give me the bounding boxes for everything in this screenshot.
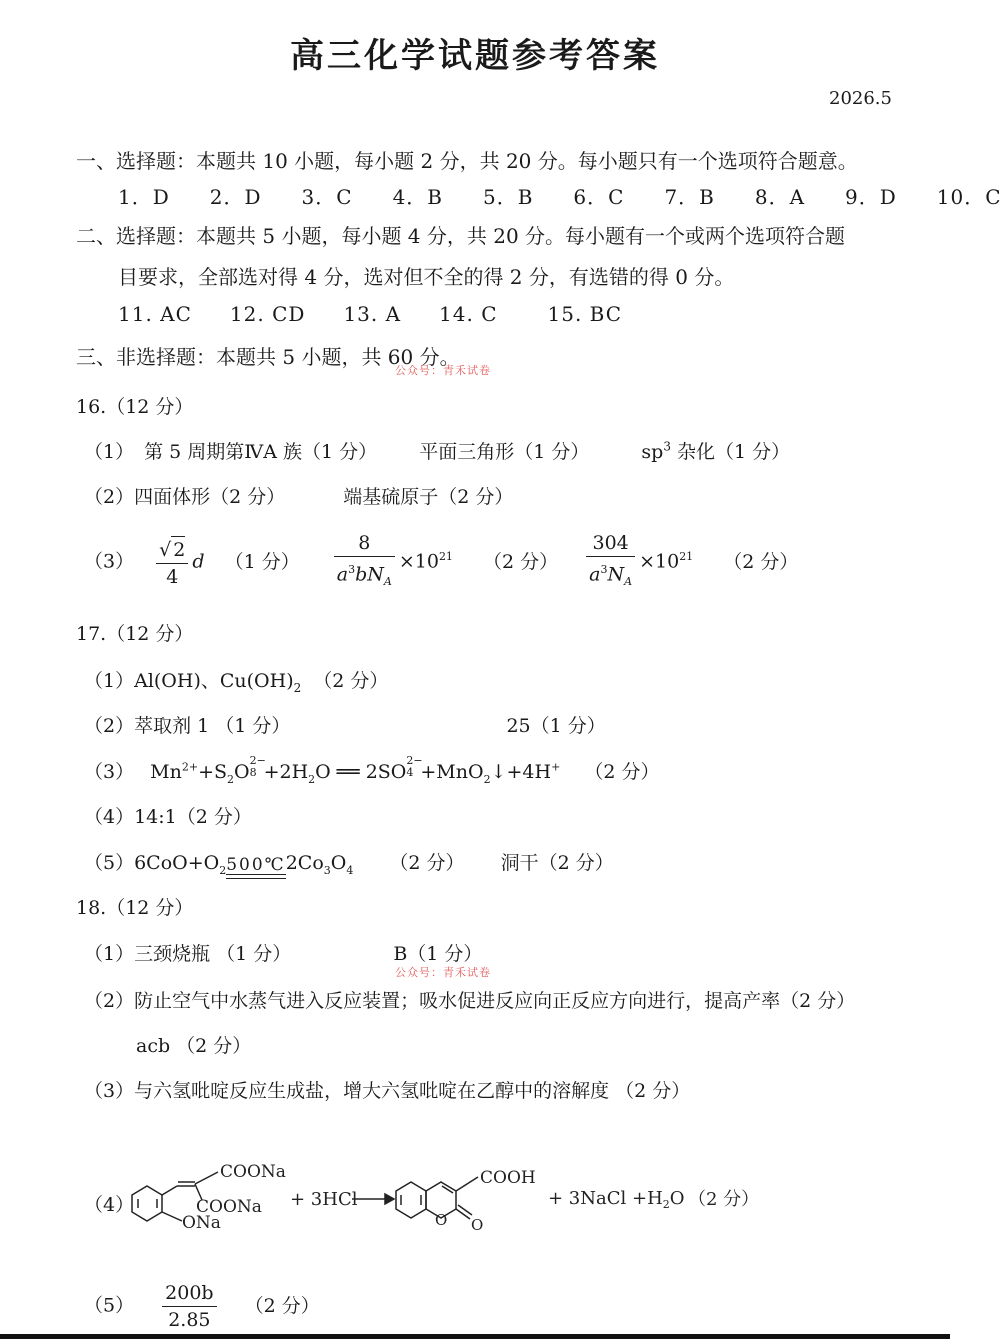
score: （2 分） bbox=[389, 852, 465, 874]
q16-1-a: 第 5 周期第ⅣA 族（1 分） bbox=[144, 441, 378, 463]
eq-b: +S bbox=[198, 761, 227, 783]
eq-e-sub: 4 bbox=[406, 766, 414, 779]
q17-1-a: Al(OH)、Cu(OH) bbox=[134, 670, 294, 692]
eq-a: Mn bbox=[150, 761, 182, 783]
den-sub: A bbox=[624, 575, 633, 589]
products-sub: 2 bbox=[662, 1198, 670, 1211]
eq-f: +MnO bbox=[420, 761, 484, 783]
exam-date: 2026.5 bbox=[829, 88, 892, 109]
answer-1: 1．D bbox=[118, 185, 170, 209]
q17-part1 bbox=[84, 666, 388, 695]
eq-f-sub: 2 bbox=[483, 772, 491, 786]
eq-d: +2H bbox=[263, 761, 309, 783]
denominator: 4 bbox=[166, 565, 179, 588]
score: （1 分） bbox=[224, 550, 300, 573]
answer-12: 12. CD bbox=[229, 302, 306, 326]
c-post: 杂化（1 分） bbox=[670, 441, 791, 463]
q17-part3 bbox=[84, 754, 660, 786]
eq-a-sub: 2 bbox=[219, 863, 227, 877]
answer-9: 9．D bbox=[845, 185, 897, 209]
fraction-sqrt2-over-4 bbox=[156, 536, 188, 590]
denominator bbox=[334, 557, 395, 595]
group-ona: ONa bbox=[182, 1213, 221, 1233]
numerator: 200b bbox=[162, 1280, 216, 1307]
label: （1） bbox=[84, 441, 135, 463]
label: （3） bbox=[84, 1080, 135, 1102]
condition-text: 500℃ bbox=[226, 854, 286, 875]
denominator: 2.85 bbox=[168, 1309, 211, 1331]
label: （1） bbox=[84, 943, 135, 965]
part2-heading-line2: 目要求，全部选对得 4 分，选对但不全的得 2 分，有选错的得 0 分。 bbox=[118, 265, 735, 289]
reagent-hcl: + 3HCl bbox=[290, 1189, 358, 1210]
answer-6: 6．C bbox=[573, 185, 625, 209]
bottom-border bbox=[0, 1334, 950, 1339]
carbonyl-b bbox=[458, 1205, 472, 1215]
ring-oxygen: O bbox=[435, 1211, 448, 1229]
numerator: 304 bbox=[586, 530, 635, 557]
eq-d-sub: 2 bbox=[308, 772, 316, 786]
q17-2-b: 25（1 分） bbox=[506, 715, 606, 737]
den-sub: A bbox=[383, 575, 392, 589]
mult: ×10 bbox=[639, 550, 680, 573]
score: （2 分） bbox=[723, 550, 799, 573]
q17-2-a: 萃取剂 1 （1 分） bbox=[134, 715, 291, 737]
label: （2） bbox=[84, 715, 135, 737]
score: （2 分） bbox=[244, 1294, 320, 1317]
q18-part2 bbox=[84, 986, 855, 1013]
numerator: 8 bbox=[334, 530, 395, 557]
q18-part5 bbox=[84, 1280, 320, 1333]
numerator: √ 2 bbox=[156, 536, 188, 564]
page-title: 高三化学试题参考答案 bbox=[290, 36, 660, 76]
q17-5-b: 洞干（2 分） bbox=[500, 852, 614, 874]
mult: ×10 bbox=[398, 550, 439, 573]
answer-11: 11. AC bbox=[118, 302, 192, 326]
q16-2-a: 四面体形（2 分） bbox=[134, 486, 286, 508]
answer-2: 2．D bbox=[209, 185, 262, 209]
answer-4: 4．B bbox=[392, 185, 443, 209]
var-d: d bbox=[192, 550, 205, 573]
label: （2） bbox=[84, 486, 135, 508]
den-b: bN bbox=[355, 563, 384, 586]
part1-answers bbox=[118, 181, 1002, 210]
den-sup: 3 bbox=[348, 563, 356, 576]
products-text: + 3NaCl +H bbox=[548, 1188, 663, 1209]
eq-e-script bbox=[406, 754, 423, 779]
answer-13: 13. A bbox=[343, 302, 402, 326]
group-coona-2: COONa bbox=[196, 1197, 262, 1217]
den-a: a bbox=[589, 563, 601, 586]
label: （5） bbox=[84, 1294, 135, 1317]
q16-part3 bbox=[84, 530, 798, 595]
q17-part4 bbox=[84, 802, 252, 829]
q16-header: 16.（12 分） bbox=[76, 396, 194, 418]
score: （2 分） bbox=[584, 761, 660, 783]
eq-c-script bbox=[249, 754, 266, 779]
q18-2-a: 防止空气中水蒸气进入反应装置；吸水促进反应向正反应方向进行，提高产率（2 分） bbox=[134, 990, 856, 1012]
q16-2-b: 端基硫原子（2 分） bbox=[343, 486, 514, 508]
reaction-arrow bbox=[352, 1194, 394, 1204]
bond-coona-1 bbox=[195, 1172, 218, 1184]
watermark-2: 公众号：青禾试卷 bbox=[395, 966, 491, 979]
group-coona-1: COONa bbox=[220, 1162, 286, 1182]
fraction-200b-over-2.85 bbox=[162, 1280, 216, 1333]
products bbox=[548, 1188, 685, 1211]
answer-3: 3．C bbox=[301, 185, 353, 209]
label: （1） bbox=[84, 670, 135, 692]
q18-header: 18.（12 分） bbox=[76, 897, 194, 919]
c-sup: 3 bbox=[663, 439, 671, 454]
eq-a: 6CoO+O bbox=[134, 852, 220, 874]
den-b: N bbox=[607, 563, 625, 586]
answer-14: 14. C bbox=[439, 302, 498, 326]
products-end: O bbox=[669, 1188, 685, 1209]
part3-heading: 三、非选择题：本题共 5 小题，共 60 分。 bbox=[76, 345, 460, 369]
q18-4-label: （4） bbox=[84, 1194, 135, 1216]
answer-5: 5．B bbox=[482, 185, 534, 209]
answer-8: 8．A bbox=[754, 185, 806, 209]
eq-b-sub: 2 bbox=[227, 772, 234, 786]
part1-heading: 一、选择题：本题共 10 小题，每小题 2 分，共 20 分。每小题只有一个选项符合题意。 bbox=[76, 149, 858, 173]
score: （2 分） bbox=[313, 670, 389, 692]
eq-e-sup: 2− bbox=[406, 754, 423, 767]
eq-b-sub: 3 bbox=[323, 863, 331, 877]
label: （2） bbox=[84, 990, 135, 1012]
q18-1-a: 三颈烧瓶 （1 分） bbox=[134, 943, 292, 965]
eq-c: O bbox=[234, 761, 250, 783]
q17-4-a: 14:1（2 分） bbox=[134, 806, 252, 828]
q16-part1 bbox=[84, 437, 790, 464]
q18-3-a: 与六氢吡啶反应生成盐，增大六氢吡啶在乙醇中的溶解度 （2 分） bbox=[134, 1080, 691, 1102]
bond-cooh bbox=[456, 1177, 478, 1191]
reaction-condition bbox=[226, 856, 285, 879]
q18-part3 bbox=[84, 1076, 690, 1103]
q17-part2 bbox=[84, 711, 606, 738]
c-pre: sp bbox=[641, 441, 664, 463]
q17-header: 17.（12 分） bbox=[76, 623, 194, 645]
q16-1-b: 平面三角形（1 分） bbox=[419, 441, 590, 463]
q18-4-score: （2 分） bbox=[688, 1189, 760, 1210]
bond-ona bbox=[162, 1212, 182, 1221]
q18-1-b: B（1 分） bbox=[393, 943, 483, 965]
eq-e: O ══ 2SO bbox=[315, 761, 407, 783]
sqrt-content: 2 bbox=[171, 536, 185, 563]
denominator bbox=[586, 557, 635, 595]
q16-1-c bbox=[641, 441, 790, 463]
eq-a-sup: 2+ bbox=[181, 760, 199, 774]
eq-c-sub: 8 bbox=[249, 766, 257, 779]
answer-10: 10．C bbox=[936, 185, 1002, 209]
label: （3） bbox=[84, 761, 135, 783]
carbonyl-a bbox=[456, 1209, 470, 1219]
q16-part2 bbox=[84, 482, 513, 509]
part2-answers bbox=[118, 302, 662, 326]
den-sup: 3 bbox=[600, 563, 608, 576]
group-cooh: COOH bbox=[480, 1168, 536, 1188]
eq-c-sub: 4 bbox=[346, 863, 354, 877]
exp: 21 bbox=[438, 550, 453, 564]
label: （4） bbox=[84, 806, 135, 828]
exp: 21 bbox=[679, 550, 694, 564]
answer-15: 15. BC bbox=[547, 302, 623, 326]
eq-c: O bbox=[330, 852, 347, 874]
eq-c-sup: 2− bbox=[249, 754, 266, 767]
q17-part5 bbox=[84, 848, 614, 877]
score: （2 分） bbox=[482, 550, 559, 573]
fraction-304-over-a3NA bbox=[586, 530, 635, 595]
eq-g-sup: + bbox=[551, 760, 561, 774]
eq-b: 2Co bbox=[285, 852, 324, 874]
part2-heading-line1: 二、选择题：本题共 5 小题，每小题 4 分，共 20 分。每小题有一个或两个选项符合题 bbox=[76, 224, 846, 248]
a-sub: 2 bbox=[293, 680, 302, 695]
fraction-8-over-a3bNA bbox=[334, 530, 395, 595]
answer-7: 7．B bbox=[664, 185, 715, 209]
label: （5） bbox=[84, 852, 135, 874]
watermark: 公众号：青禾试卷 bbox=[395, 364, 491, 377]
eq-g: ↓+4H bbox=[490, 761, 552, 783]
reaction-scheme bbox=[120, 1155, 770, 1235]
den-a: a bbox=[336, 563, 349, 586]
bond-vinyl bbox=[162, 1186, 177, 1195]
label: （3） bbox=[84, 550, 135, 573]
q18-2-b: acb （2 分） bbox=[136, 1035, 252, 1057]
carbonyl-oxygen: O bbox=[471, 1216, 484, 1234]
q17-3-equation bbox=[150, 754, 561, 786]
q18-part1 bbox=[84, 939, 482, 966]
